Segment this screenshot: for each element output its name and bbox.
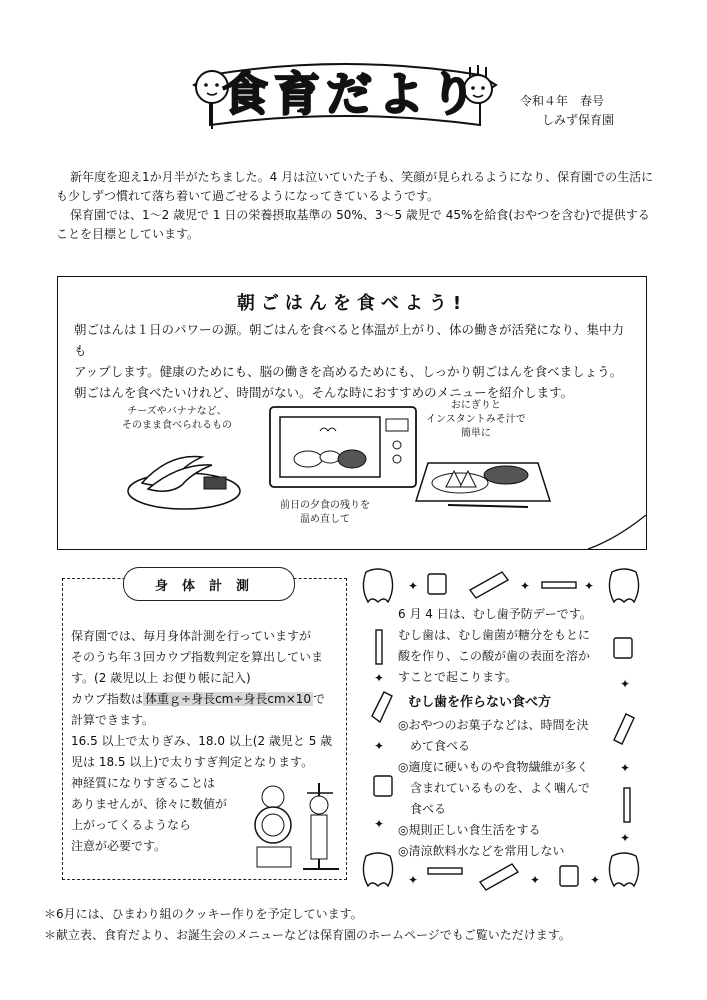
bm-line: 神経質になりすぎることは xyxy=(71,776,216,790)
tip-line: 含まれているものを、よく噛んで xyxy=(398,781,591,795)
footnote: ＊6月には、ひまわり組のクッキー作りを予定しています。 xyxy=(44,907,363,921)
svg-text:✦: ✦ xyxy=(408,579,419,593)
svg-text:✦: ✦ xyxy=(620,761,631,775)
bm-line: 計算できます。 xyxy=(71,713,155,727)
th-line: むし歯は、むし歯菌が糖分をもとに xyxy=(398,628,591,642)
svg-text:✦: ✦ xyxy=(374,671,385,685)
issue-season: 春号 xyxy=(580,94,605,108)
caption-line: 前日の夕食の残りを xyxy=(280,500,370,511)
caption-line: そのまま食べられるもの xyxy=(122,420,232,431)
breakfast-text xyxy=(74,319,634,403)
breakfast-line: 朝ごはんを食べたいけれど、時間がない。そんな時におすすめのメニューを紹介します。 xyxy=(74,385,574,400)
svg-text:✦: ✦ xyxy=(408,873,419,887)
caption-line: おにぎりと xyxy=(450,400,501,411)
svg-text:✦: ✦ xyxy=(374,817,385,831)
svg-text:✦: ✦ xyxy=(620,677,631,691)
onigiri-set-icon xyxy=(408,443,558,513)
bm-line: 児は 18.5 以上)で太りすぎ判定となります。 xyxy=(71,755,314,769)
bm-line: 16.5 以上で太りぎみ、18.0 以上(2 歳児と 5 歳 xyxy=(71,734,333,748)
svg-text:✦: ✦ xyxy=(520,579,531,593)
tip-line: ◎適度に硬いものや食物繊維が多く xyxy=(398,760,589,774)
th-line: 酸を作り、この酸が歯の表面を溶か xyxy=(398,649,591,663)
svg-text:✦: ✦ xyxy=(584,579,595,593)
caption-line: 簡単に xyxy=(460,428,491,439)
formula-prefix: カウプ指数は xyxy=(71,692,144,706)
banana-plate-icon xyxy=(124,443,244,513)
bm-line: 保育園では、毎月身体計測を行っていますが xyxy=(71,629,312,643)
footnote: ＊献立表、食育だより、お誕生会のメニューなどは保育園のホームページでもご覧いただけます。 xyxy=(44,928,571,942)
svg-text:✦: ✦ xyxy=(620,831,631,845)
bm-line: 上がってくるようなら xyxy=(71,818,192,832)
bm-line: ありませんが、徐々に数値が xyxy=(71,797,228,811)
bm-line: 注意が必要です。 xyxy=(71,839,167,853)
footnotes xyxy=(44,904,571,946)
formula-suffix: で xyxy=(313,692,326,706)
svg-text:✦: ✦ xyxy=(374,739,385,753)
bm-line: す。(2 歳児以上 お便り帳に記入) xyxy=(71,671,251,685)
body-measurement-title-frame xyxy=(123,567,295,601)
microwave-icon xyxy=(268,401,418,493)
th-line: すことで起こります。 xyxy=(398,670,518,684)
body-measurement-title: 身体計測 xyxy=(154,579,263,594)
breakfast-title: 朝ごはんを食べよう! xyxy=(236,293,468,314)
svg-text:✦: ✦ xyxy=(530,873,541,887)
caption-line: 温め直して xyxy=(300,514,350,525)
cavity-prevention-text xyxy=(398,604,634,862)
tip-line: ◎規則正しい食生活をする xyxy=(398,823,541,837)
tip-line: めて食べる xyxy=(398,739,471,753)
formula-line xyxy=(71,689,343,710)
org-name: しみず保育園 xyxy=(542,113,615,127)
breakfast-line: 朝ごはんは１日のパワーの源。朝ごはんを食べると体温が上がり、体の働きが活発になり、集中力も xyxy=(74,322,625,358)
microwave-caption xyxy=(280,499,370,527)
tip-line: ◎おやつのお菓子などは、時間を決 xyxy=(398,718,589,732)
kaup-formula: 体重ｇ÷身長cm÷身長cm×10 xyxy=(145,692,312,706)
caption-line: インスタントみそ汁で xyxy=(426,414,526,425)
cavity-subtitle: むし歯を作らない食べ方 xyxy=(408,695,552,710)
body-measurement-section xyxy=(62,578,347,880)
issue-year: 令和４年 xyxy=(520,94,569,108)
intro-paragraph: 新年度を迎え1か月半がたちました。4 月は泣いていた子も、笑顔が見られるようになり、保育園での生活にも少しずつ慣れて落ち着いて過ごせるようになってきているようです。 xyxy=(56,170,654,203)
breakfast-section xyxy=(57,276,647,550)
scale-and-height-rod-icon xyxy=(243,775,343,875)
banana-caption xyxy=(122,405,232,433)
intro-paragraph: 保育園では、1～2 歳児で 1 日の栄養摂取基準の 50%、3～5 歳児で 45%を給食(おやつを含む)で提供することを目標としています。 xyxy=(56,208,650,241)
tip-line: 食べる xyxy=(398,802,447,816)
th-line: 6 月 4 日は、むし歯予防デーです。 xyxy=(398,607,592,621)
svg-text:✦: ✦ xyxy=(590,873,601,887)
page-title: 食育だより xyxy=(222,67,482,121)
folded-corner-decoration xyxy=(586,513,648,551)
issue-info xyxy=(520,92,614,130)
intro-text xyxy=(56,168,656,244)
caption-line: チーズやバナナなど、 xyxy=(127,406,227,417)
onigiri-caption xyxy=(426,399,526,441)
breakfast-line: アップします。健康のためにも、脳の働きを高めるためにも、しっかり朝ごはんを食べましょう。 xyxy=(74,364,623,379)
tip-line: ◎清涼飲料水などを常用しない xyxy=(398,844,565,858)
bm-line: そのうち年３回カウプ指数判定を算出していま xyxy=(71,650,324,664)
